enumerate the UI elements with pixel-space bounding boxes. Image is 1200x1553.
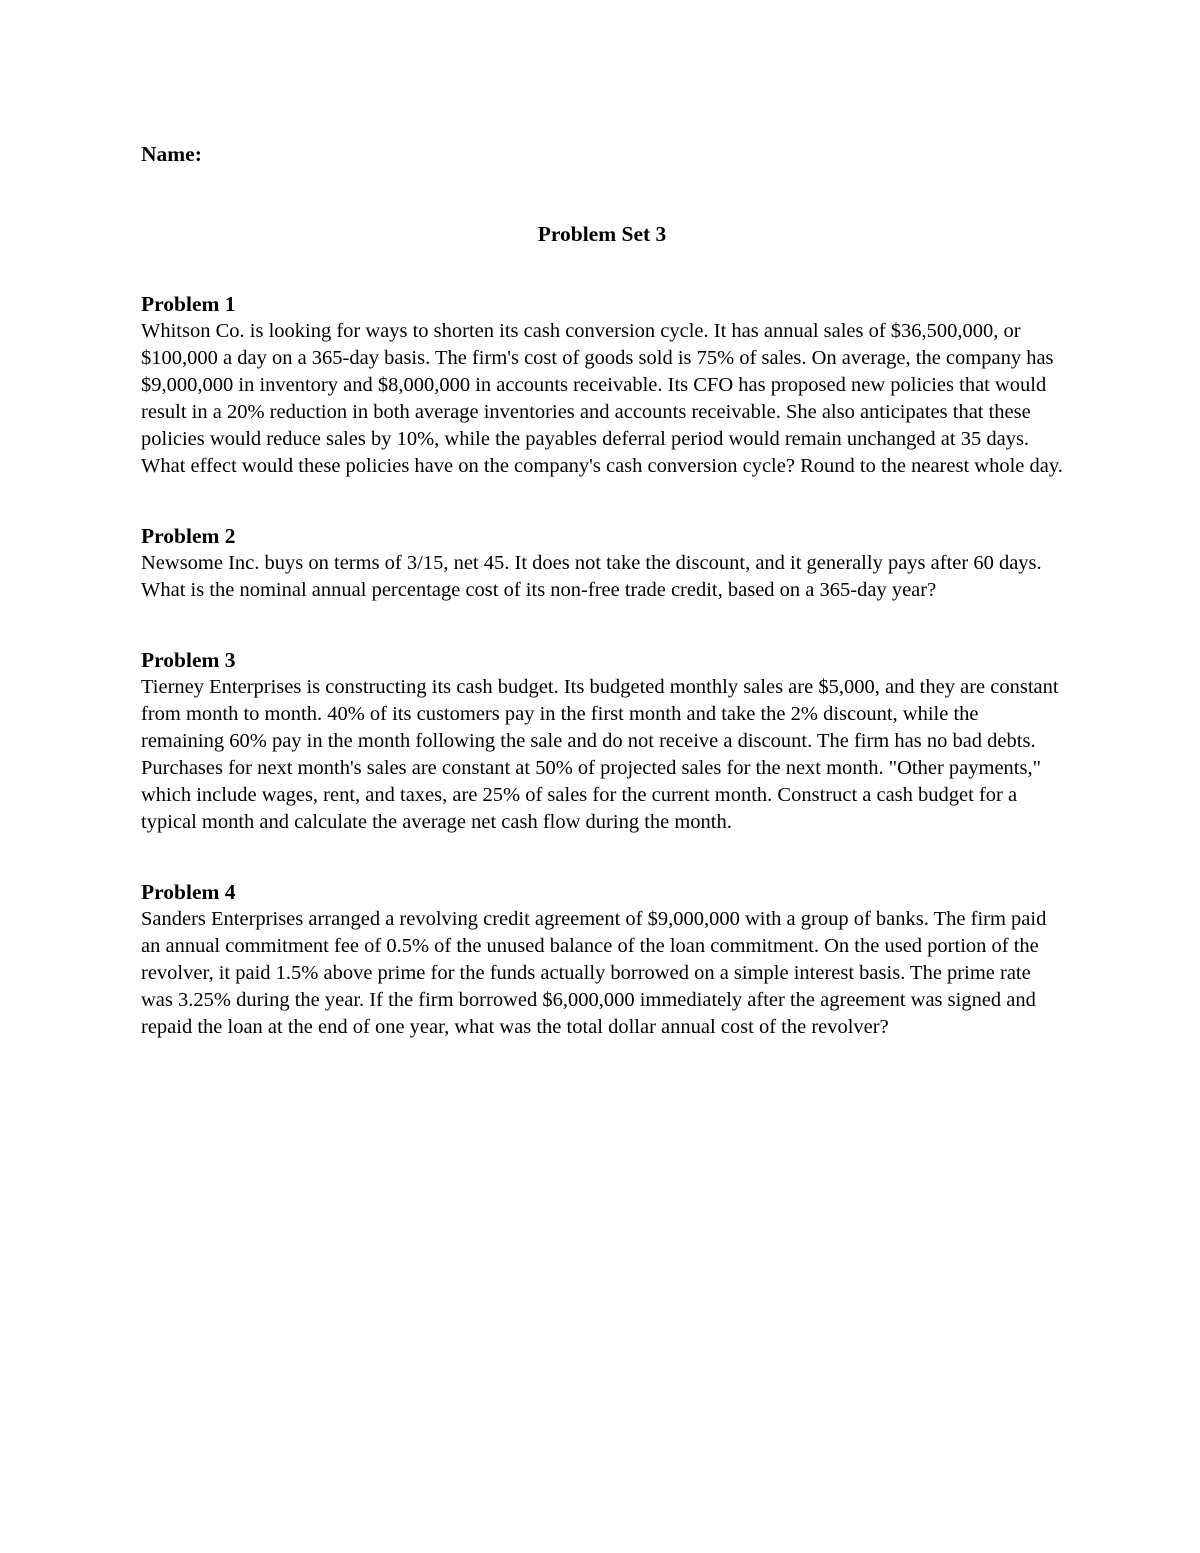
name-label: Name: [141, 142, 202, 166]
problem-text: Tierney Enterprises is constructing its cash budget. Its budgeted monthly sales are $5,000, and they are constant from month to month. 40% of its customers pay in the first month and take the 2% discount, while the remaining 60% pay in the month following the sale and do not receive a discount. The firm has no bad debts. Purchases for next month's sales are constant at 50% of projected sales for the next month. "Other payments," which include wages, rent, and taxes, are 25% of sales for the current month. Construct a cash budget for a typical month and calculate the average net cash flow during the month. [141, 676, 1059, 833]
problem-1 [141, 290, 1063, 480]
problem-heading: Problem 4 [141, 880, 236, 904]
problem-4 [141, 878, 1063, 1041]
document-title: Problem Set 3 [537, 222, 667, 246]
problem-heading: Problem 1 [141, 292, 236, 316]
problem-text: Whitson Co. is looking for ways to shorten its cash conversion cycle. It has annual sales of $36,500,000, or $100,000 a day on a 365-day basis. The firm's cost of goods sold is 75% of sales. On average, the company has $9,000,000 in inventory and $8,000,000 in accounts receivable. Its CFO has proposed new policies that would result in a 20% reduction in both average inventories and accounts receivable. She also anticipates that these policies would reduce sales by 10%, while the payables deferral period would remain unchanged at 35 days. What effect would these policies have on the company's cash conversion cycle? Round to the nearest whole day. [141, 320, 1063, 477]
problem-text: Sanders Enterprises arranged a revolving credit agreement of $9,000,000 with a group of banks. The firm paid an annual commitment fee of 0.5% of the unused balance of the loan commitment. On the used portion of the revolver, it paid 1.5% above prime for the funds actually borrowed on a simple interest basis. The prime rate was 3.25% during the year. If the firm borrowed $6,000,000 immediately after the agreement was signed and repaid the loan at the end of one year, what was the total dollar annual cost of the revolver? [141, 908, 1047, 1038]
problem-heading: Problem 2 [141, 524, 236, 548]
document-page [141, 140, 1063, 1041]
problem-heading: Problem 3 [141, 648, 236, 672]
problem-2 [141, 522, 1063, 604]
problem-3 [141, 646, 1063, 836]
problem-text: Newsome Inc. buys on terms of 3/15, net 45. It does not take the discount, and it generally pays after 60 days. What is the nominal annual percentage cost of its non-free trade credit, based on a 365-day year? [141, 552, 1042, 601]
